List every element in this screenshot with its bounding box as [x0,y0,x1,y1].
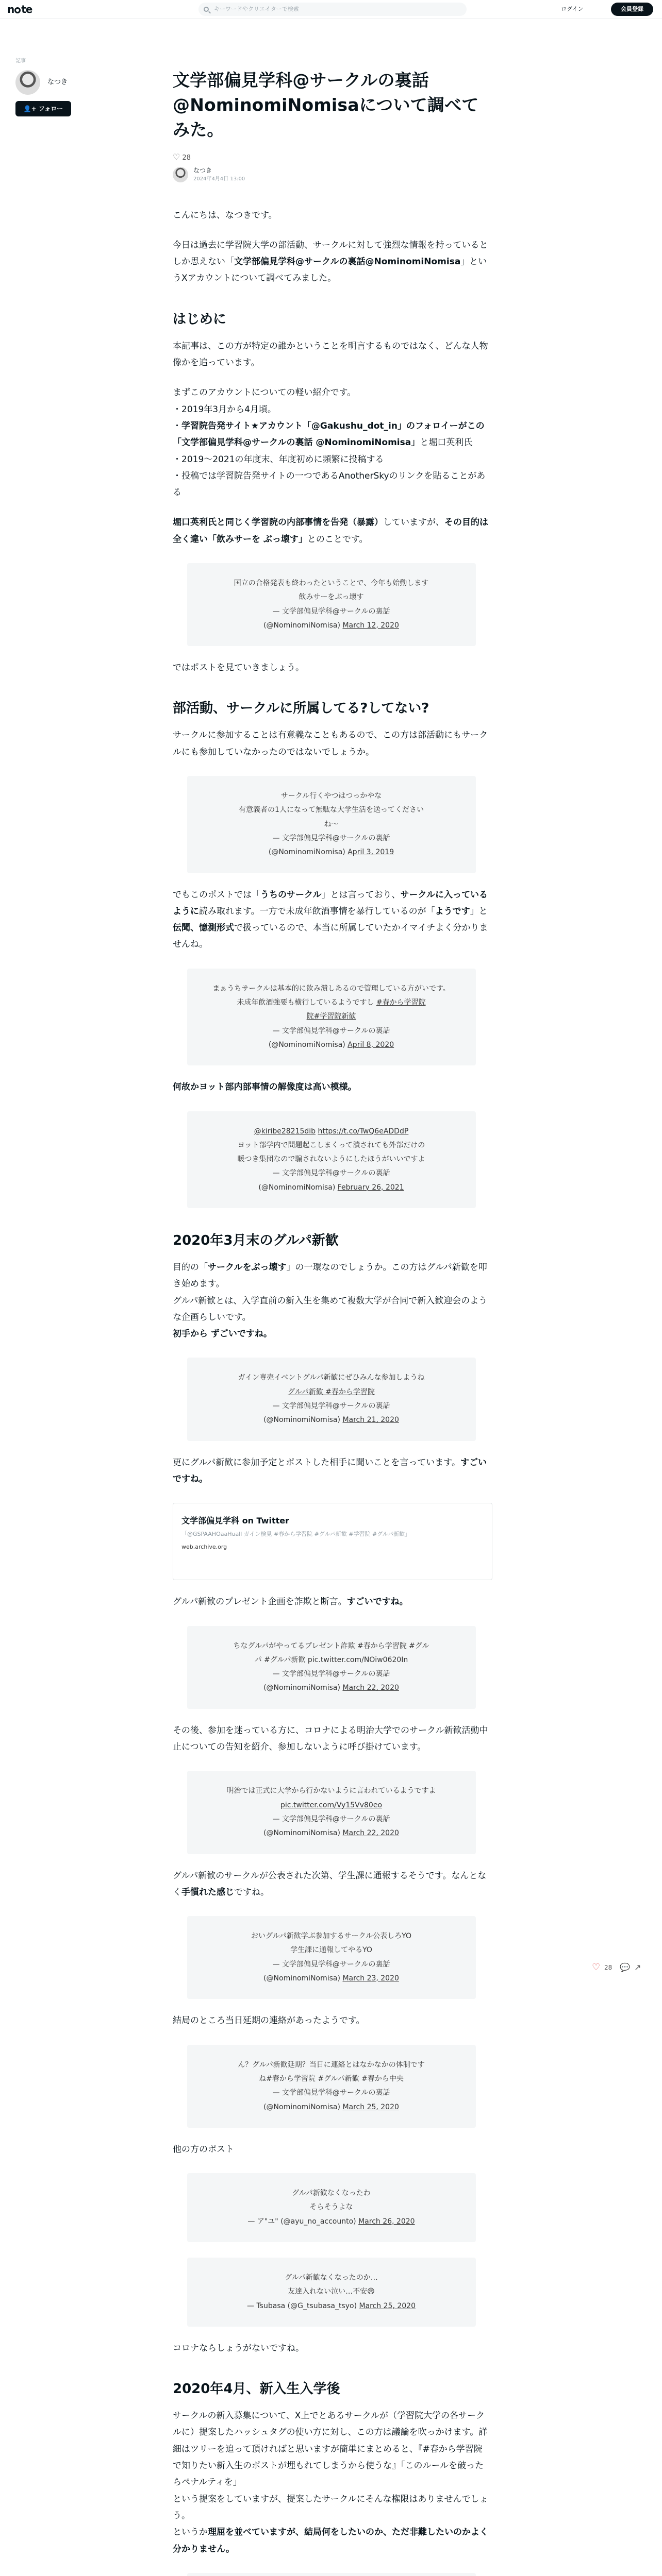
text-run: という提案をしていますが、提案したサークルにそんな権限はありませんでしょう。 [173,2494,488,2521]
text-run: サークルに入っているように [173,889,488,917]
sidebar-user[interactable] [15,70,88,95]
text-run: 」というXアカウントについて調べてみました。 [173,257,487,284]
text-run: 」と [470,906,488,917]
text-run: 何故かヨット部内部事情の解像度は高い模様。 [173,1082,357,1093]
tweet-text: (@NominomiNomisa) [268,848,345,857]
paragraph [173,1079,490,1095]
text-run: とのことです。 [307,534,368,545]
paragraph: 本記事は、この方が特定の誰かということを明言するものではなく、どんな人物像かを追っています。 [173,341,488,368]
tweet-text: — 文学部偏見学科@サークルの裏話 [272,1960,390,1969]
link-card-description: 「@GSPAAHOaaHuall ガイン検見 #春から学習院 #グルパ新歓 #学習院 #グルパ新歓」 [181,1531,411,1538]
tweet-text [203,845,460,859]
tweet-text: 友達入れない泣い…不安😢 [288,2287,375,2296]
tweet-text: — 文学部偏見学科@サークルの裏話 [272,2089,390,2097]
link-card-title: 文学部偏見学科 on Twitter [181,1516,289,1526]
tweet-text: ん？グルパ新歓延期？当日に連絡とはなかなかの体制です [238,2060,425,2069]
hashtag-link[interactable]: #春から学習院 [376,998,426,1007]
tweet-date-link[interactable]: March 23, 2020 [342,1974,399,1983]
tweet-text: — 文学部偏見学科@サークルの裏話 [272,834,390,842]
tweet-embed[interactable] [187,2045,476,2128]
text-run: 手慣れた感じ [181,1887,234,1897]
tweet-text: — 文学部偏見学科@サークルの裏話 [272,1402,390,1411]
like-row [173,149,490,162]
tweet-date-link[interactable]: March 26, 2020 [358,2217,415,2226]
tweet-text: ね#春から学習院 #グルパ新歓 #春から中央 [259,2074,404,2083]
paragraph: コロナならしょうがないですね。 [173,2343,304,2353]
text-run: グルパ新歓のプレゼント企画を詐欺と断言。 [173,1597,347,1607]
tweet-date-link[interactable]: April 8, 2020 [347,1040,394,1049]
tweet-text: ね～ [324,820,339,828]
tweet-embed[interactable] [187,776,476,873]
tweet-text [203,996,460,1010]
tweet-text: — 文学部偏見学科@サークルの裏話 [272,607,390,616]
author-name[interactable]: なつき [47,78,68,86]
avatar[interactable] [173,167,188,182]
text-run: すごいですね。 [173,1457,487,1484]
tweet-text: おいグルパ新歓学ぶ参加するサークル公表しろYO [251,1932,411,1941]
tweet-text: ヨット部学内で問題起こしまくって潰されても外部だけの [237,1141,425,1149]
tweet-text [203,619,460,633]
text-run: グルパ新歓とは、入学直前の新入生を集めて複数大学が合同で新入歓迎会のような企画らしいです。 [173,1295,488,1323]
text-run: サークルの新入募集について、X上でとあるサークルが（学習院大学の各サークルに）提案したハッシュタグの使い方に対し、この方は議論を吹っかけます。詳細はツリーを追って頂ければと思いますが簡単にまとめると、『#春から学習院 で知りたい新入生のポストが埋もれてしまうから使うな』「このルールを破ったらペナルティを」 [173,2411,488,2488]
author-name[interactable]: なつき [193,166,212,174]
tweet-text [203,1681,460,1695]
like-count: 28 [604,1964,613,1971]
tweet-text: (@NominomiNomisa) [263,2103,340,2111]
tweet-text: 暖つき集団なので騙されないようにしたほうがいいですよ [237,1155,425,1164]
text-run: でもこのポストでは「 [173,889,260,900]
text-run: ・2019～2021の年度末、年度初めに頻繁に投稿する [173,454,384,465]
text-run: というか [173,2527,208,2538]
tweet-text: (@NominomiNomisa) [263,1684,340,1692]
paragraph [173,1259,490,1342]
tweet-text [203,1972,460,1986]
paragraph [173,384,490,501]
tweet-embed[interactable] [187,1358,476,1440]
sidebar-label: 記事 [15,58,26,64]
link-card[interactable] [173,1503,492,1580]
tweet-text: 飲みサーをぶっ壊す [299,593,364,602]
tweet-text: — 文学部偏見学科@サークルの裏話 [272,1026,390,1035]
tweet-text: パ #グルパ新歓 pic.twitter.com/NOiw0620In [254,1655,408,1664]
tweet-text [203,2215,460,2229]
tweet-text: — 文学部偏見学科@サークルの裏話 [272,1169,390,1178]
tweet-text: (@NominomiNomisa) [268,1040,345,1049]
tweet-date-link[interactable]: March 12, 2020 [342,621,399,630]
top-navbar [0,0,662,19]
hashtag-link[interactable]: グルパ新歓 #春から学習院 [288,1387,375,1396]
tweet-text [203,1010,460,1024]
tweet-text: 明治では正式に大学から行かないように言われているようですよ [226,1787,436,1795]
tweet-date-link[interactable]: March 22, 2020 [342,1684,399,1692]
paragraph [173,1868,490,1901]
author-sidebar [15,58,88,116]
tweet-text: (@NominomiNomisa) [263,1416,340,1425]
text-run: 読み取れます。一方で未成年飲酒事情を暴行しているのが「 [199,906,435,917]
paragraph: こんにちは、なつきです。 [173,210,277,221]
tweet-embed[interactable] [187,2173,476,2242]
tweet-text [203,1038,460,1052]
text-run: その目的は全く違い「飲みサーを ぶっ壊す」 [173,517,488,545]
follow-label: フォロー [38,105,63,112]
search-icon [204,7,209,12]
note-logo[interactable]: n te [7,3,32,15]
text-run: 理屈を並べていますが、結局何をしたいのか、ただ非難したいのかよく分かりません。 [173,2527,488,2554]
tweet-text: (@NominomiNomisa) [258,1183,336,1192]
text-run: と堀口英利氏 [420,437,473,448]
tweet-text: 国立の合格発表も終わったということで、今年も始動します [234,579,429,587]
text-run: まずこのアカウントについての軽い紹介です。 [173,387,356,398]
tweet-date-link[interactable]: April 3, 2019 [347,848,394,857]
tweet-text: サークル行くやつはつっかやな [280,792,382,801]
text-run: 伝聞、憶測形式 [173,923,234,934]
section-heading: 2020年4月、新入生入学後 [173,2381,340,2397]
floating-actions [592,1960,654,1976]
tweet-text: 有意義者の1人になって無駄な大学生活を送ってください [239,806,424,815]
tweet-text [203,1826,460,1840]
url-link[interactable]: https://t.co/TwQ6eADDdP [318,1127,409,1136]
paragraph: サークルに参加することは有意義なこともあるので、この方は部活動にもサークルにも参加していなかったのではないでしょうか。 [173,730,488,757]
person-plus-icon: 👤+ [23,105,37,112]
search-input[interactable] [198,3,467,16]
tweet-text [203,2299,460,2313]
tweet-text [203,1181,460,1195]
text-run: していますが、 [383,517,444,528]
text-run: ・2019年3月から4月頃。 [173,404,276,415]
avatar[interactable] [15,70,40,95]
tweet-embed[interactable] [187,1771,476,1854]
text-run: 目的の「 [173,1262,208,1273]
paragraph: その後、参加を迷っている方に、コロナによる明治大学でのサークル新歓活動中止についての告知を紹介、参加しないように呼び掛けています。 [173,1725,488,1753]
text-run: ・ [173,420,181,431]
tweet-text: — 文学部偏見学科@サークルの裏話 [272,1670,390,1679]
tweet-text: (@NominomiNomisa) [263,1974,340,1983]
tweet-date-link[interactable]: February 26, 2021 [337,1183,404,1192]
tweet-text [203,2100,460,2114]
article-title: 文学部偏見学科@サークルの裏話@NominomiNomisaについて調べてみた。 [173,70,479,140]
tweet-embed[interactable] [187,969,476,1065]
text-run: サークルをぶっ壊す [208,1262,287,1273]
tweet-embed[interactable] [187,563,476,646]
text-run: 堀口英利氏と同じく学習院の内部事情を告発（暴露） [173,517,383,528]
tweet-embed[interactable] [187,1111,476,1208]
tweet-text [203,1413,460,1427]
section-heading: 部活動、サークルに所属してる?してない? [173,701,429,717]
tweet-embed[interactable] [187,1626,476,1709]
author-row[interactable] [173,165,490,187]
paragraph: 他の方のポスト [173,2144,234,2155]
tweet-text: まぁうちサークルは基本的に飲み潰しあるので管理している方がいです。 [212,984,450,993]
text-run: 」の一環なのでしょうか。この方はグルパ新歓を叩き始めます。 [173,1262,487,1290]
paragraph [173,514,490,548]
tweet-text: (@NominomiNomisa) [263,621,340,630]
paragraph: ではポストを見ていきましょう。 [173,663,304,673]
tweet-text: そらそうよな [309,2203,353,2212]
tweet-date-link[interactable]: March 25, 2020 [342,2103,399,2111]
login-link[interactable]: ログイン [561,6,584,12]
tweet-text: グルパ新歓なくなったわ [292,2189,371,2198]
tweet-text: (@NominomiNomisa) [263,1829,340,1838]
tweet-text: 未成年飲酒強要も横行しているようですし [237,998,374,1007]
paragraph [173,237,490,287]
text-run: 」とは言っており、 [321,889,401,900]
text-run: 更にグルパ新歓に参加予定とポストした相手に聞いことを言っています。 [173,1457,460,1468]
tweet-text: ちなグルパがやってるプレゼント詐欺 #春から学習院 #グル [233,1641,429,1650]
article [173,68,490,2576]
text-run: 文学部偏見学科@サークルの裏話@NominomiNomisa [234,257,461,267]
search-placeholder: キーワードやクリエイターで検索 [214,6,299,12]
tweet-text: グルパ新歓なくなったのか… [285,2273,378,2282]
text-run: 今日は過去に学習院大学の部活動、サークルに対して強烈な情報を持っているとしか思えない「 [173,240,488,267]
text-run: ですね。 [234,1887,269,1897]
like-count: 28 [182,154,191,162]
tweet-text [203,1385,460,1399]
paragraph [173,1594,490,1610]
text-run: 学習院告発サイト★アカウント「@Gakushu_dot_in」のフォロイーがこの「文学部偏見学科@サークルの裏話 @NominomiNomisa」 [173,420,485,448]
link-card-url: web.archive.org [181,1543,227,1550]
tweet-text [203,1125,460,1139]
tweet-embed[interactable] [187,2573,476,2576]
heart-icon[interactable]: ♡ [592,1962,601,1973]
tweet-text: ガイン専売イベントグルパ新歓にぜひみんな参加しようね [238,1374,425,1382]
tweet-text: — 文学部偏見学科@サークルの裏話 [272,1815,390,1823]
text-run: うちのサークル [260,889,322,900]
tweet-text [203,1799,460,1812]
url-link[interactable]: pic.twitter.com/Vy15Vv80eo [280,1801,383,1809]
text-run: 初手から ずごいですね。 [173,1329,272,1340]
share-icon[interactable]: ↗ [634,1962,641,1972]
section-heading: はじめに [173,311,227,327]
tweet-text: — ア"ユ" (@ayu_no_accounto) [247,2217,356,2226]
text-run: すごいですね。 [346,1597,408,1607]
paragraph [173,887,490,953]
paragraph [173,2408,490,2557]
tweet-date-link[interactable]: March 21, 2020 [342,1416,399,1425]
text-run: グルパ新歓のサークルが公表された次第、学生課に通報するそうです。なんとなく [173,1870,487,1897]
section-heading: 2020年3月末のグルパ新歓 [173,1233,339,1248]
tweet-embed[interactable] [187,2258,476,2327]
mention-link[interactable]: @kiribe28215dib [254,1127,316,1136]
signup-button[interactable]: 会員登録 [611,3,653,16]
paragraph [173,1454,490,1488]
comment-icon[interactable]: 💬 [620,1962,630,1972]
publish-date: 2024年4月4日 13:00 [193,176,245,182]
tweet-text: 学生課に通報してやるYO [290,1946,372,1955]
tweet-date-link[interactable]: March 25, 2020 [359,2301,416,2310]
text-run: で扱っているので、本当に所属していたかイマイチよく分かりませんね。 [173,923,488,950]
tweet-date-link[interactable]: March 22, 2020 [342,1829,399,1838]
heart-icon[interactable]: ♡ [173,151,180,162]
follow-button[interactable] [15,101,71,116]
tweet-text: — Tsubasa (@G_tsubasa_tsyo) [247,2301,357,2310]
paragraph: 結局のところ当日延期の連絡があったようです。 [173,2015,365,2026]
text-run: ようです [435,906,470,917]
text-run: ・投稿では学習院告発サイトの一つであるAnotherSkyのリンクを貼ることがある [173,470,486,498]
hashtag-link[interactable]: 院#学習院新歓 [306,1012,356,1021]
tweet-embed[interactable] [187,1916,476,1999]
